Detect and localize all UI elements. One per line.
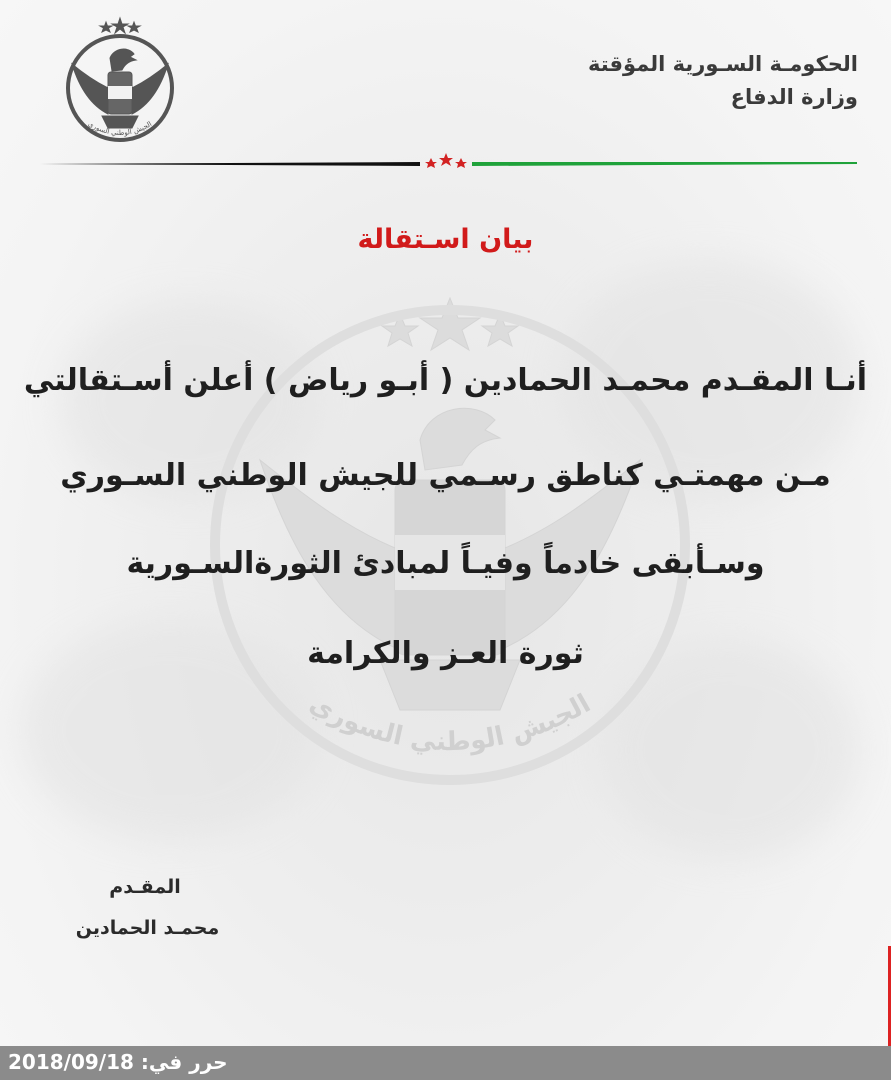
logo-caption: الجيش الوطني السوري [86, 119, 154, 138]
statement-title: بيان اسـتقالة [357, 224, 534, 255]
signature-rank: المقـدم [109, 876, 181, 898]
statement-line: مـن مهمتـي كناطق رسـمي للجيش الوطني السـوري [60, 458, 831, 493]
eagle-emblem-icon [58, 16, 182, 146]
footer-date [8, 1050, 228, 1074]
statement-line: ثورة العـز والكرامة [307, 636, 584, 671]
header [588, 52, 858, 110]
star-icon [425, 158, 437, 168]
footer-bar [0, 1046, 891, 1080]
statement-line: وسـأبقى خادماً وفيـاً لمبادئ الثورةالسـورية [126, 546, 765, 581]
watermark-caption: الجيش الوطني السوري [304, 688, 596, 758]
signature-name: محمـد الحمادين [75, 917, 220, 939]
ministry-name: وزارة الدفاع [730, 85, 858, 110]
statement-line: أنـا المقـدم محمـد الحمادين ( أبـو رياض ) أعلن أسـتقالتي [23, 363, 868, 398]
star-icon [455, 158, 467, 168]
star-icon [439, 153, 453, 166]
government-name: الحكومـة السـورية المؤقتة [587, 52, 858, 76]
flag-green-stripe [472, 162, 857, 166]
date-label: حرر في: [140, 1050, 228, 1074]
flag-divider [40, 150, 857, 174]
flag-black-stripe [40, 162, 420, 166]
date-value: 2018/09/18 [8, 1050, 134, 1074]
